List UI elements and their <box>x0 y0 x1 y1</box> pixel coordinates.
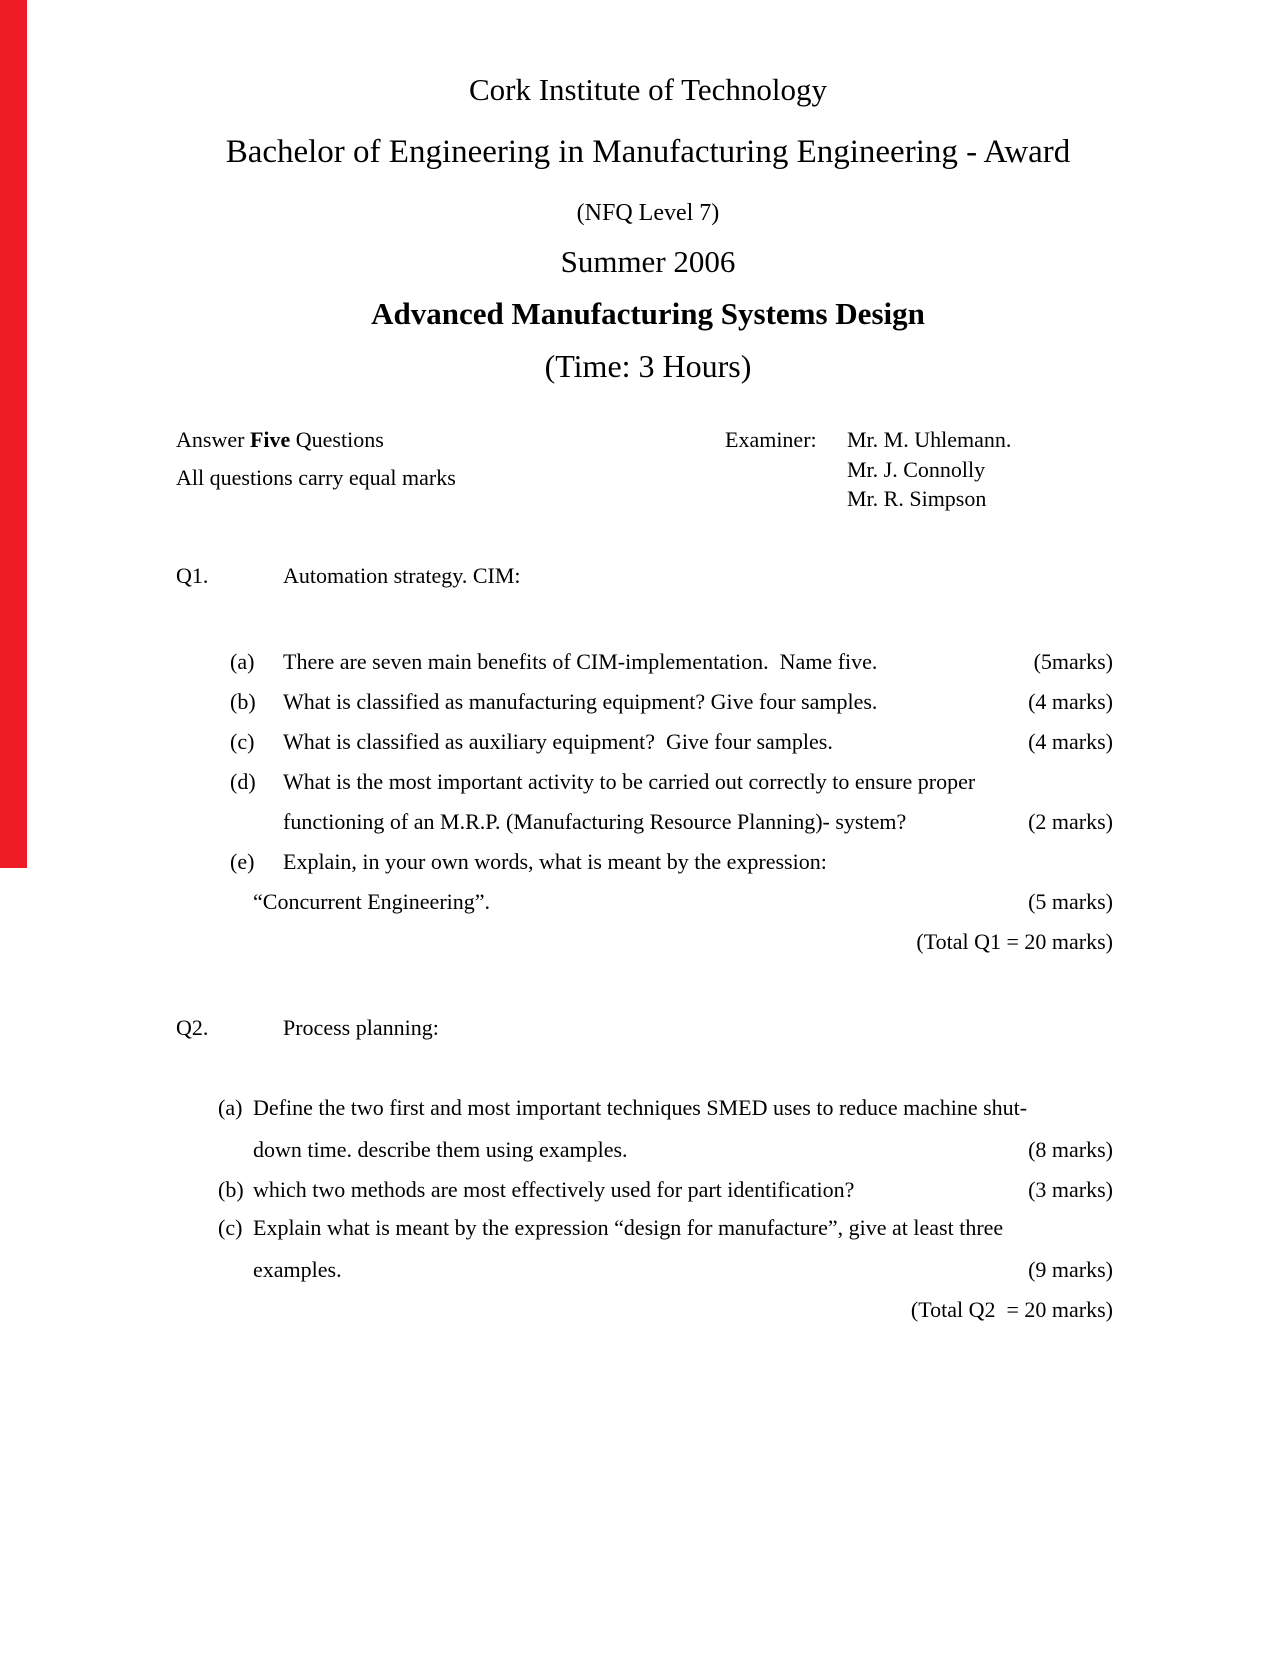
q2-item-c-line1 <box>0 1214 1280 1242</box>
q1-item-e-marks: (5 marks) <box>1028 889 1113 914</box>
q1-item-b <box>0 688 1280 716</box>
time-allowed: (Time: 3 Hours) <box>544 348 752 384</box>
q2-item-b-marks: (3 marks) <box>1028 1177 1113 1202</box>
answer-instruction <box>0 426 1280 454</box>
q2-item-b-text: which two methods are most effectively used for part identification? <box>253 1177 855 1202</box>
answer-instruction-text: Answer Five Questions <box>176 427 384 452</box>
q1-item-e-label: (e) <box>230 849 255 874</box>
q1-item-e-line1 <box>0 848 1280 876</box>
examiner-name-3: Mr. R. Simpson <box>847 486 987 511</box>
q1-item-d-line1 <box>0 768 1280 796</box>
q2-item-a-text2: down time. describe them using examples. <box>253 1137 628 1162</box>
q1-item-c-marks: (4 marks) <box>1028 729 1113 754</box>
q1-item-d-label: (d) <box>230 769 256 794</box>
q2-heading <box>0 1014 1280 1042</box>
q2-title: Process planning: <box>283 1015 439 1040</box>
q1-item-d-text1: What is the most important activity to be carried out correctly to ensure proper <box>283 769 976 794</box>
q1-item-a-label: (a) <box>230 649 255 674</box>
q1-item-b-label: (b) <box>230 689 256 714</box>
examiner-label: Examiner: <box>725 427 817 452</box>
q2-item-c-marks: (9 marks) <box>1028 1257 1113 1282</box>
q1-item-c-label: (c) <box>230 729 255 754</box>
examiner-name-2: Mr. J. Connolly <box>847 457 986 482</box>
q1-item-c-text: What is classified as auxiliary equipment? Give four samples. <box>283 729 833 754</box>
q2-item-a-label: (a) <box>218 1095 243 1120</box>
q1-item-a-marks: (5marks) <box>1033 649 1113 674</box>
q2-item-c-label: (c) <box>218 1215 243 1240</box>
q1-item-a <box>0 648 1280 676</box>
q1-item-e-line2 <box>0 888 1280 916</box>
equal-marks-text: All questions carry equal marks <box>176 465 456 490</box>
q1-item-b-text: What is classified as manufacturing equipment? Give four samples. <box>283 689 878 714</box>
institution-title: Cork Institute of Technology <box>468 72 827 107</box>
q2-item-c-text2: examples. <box>253 1257 342 1282</box>
q1-title: Automation strategy. CIM: <box>283 563 521 588</box>
examiner-name-1: Mr. M. Uhlemann. <box>847 427 1012 452</box>
q2-item-a-line2 <box>0 1136 1280 1164</box>
q1-item-d-line2 <box>0 808 1280 836</box>
q1-item-b-marks: (4 marks) <box>1028 689 1113 714</box>
q1-heading <box>0 562 1280 590</box>
q2-item-c-text1: Explain what is meant by the expression “design for manufacture”, give at least three <box>253 1215 1004 1240</box>
exam-session: Summer 2006 <box>560 244 736 279</box>
q1-item-d-text2: functioning of an M.R.P. (Manufacturing Resource Planning)- system? <box>283 809 907 834</box>
q1-item-d-marks: (2 marks) <box>1028 809 1113 834</box>
q1-total-text: (Total Q1 = 20 marks) <box>916 929 1113 954</box>
q2-item-c-line2 <box>0 1256 1280 1284</box>
subject-title: Advanced Manufacturing Systems Design <box>371 296 925 331</box>
q2-item-a-line1 <box>0 1094 1280 1122</box>
q2-number: Q2. <box>176 1015 209 1040</box>
q1-total <box>0 928 1280 956</box>
q2-item-b <box>0 1176 1280 1204</box>
q1-item-e-text2: “Concurrent Engineering”. <box>253 889 491 914</box>
q1-number: Q1. <box>176 563 209 588</box>
q2-total-text: (Total Q2 = 20 marks) <box>910 1297 1113 1322</box>
programme-title: Bachelor of Engineering in Manufacturing Engineering - Award <box>225 134 1071 170</box>
q1-item-e-text1: Explain, in your own words, what is meant by the expression: <box>283 849 827 874</box>
q2-total <box>0 1296 1280 1324</box>
nfq-level: (NFQ Level 7) <box>576 200 720 226</box>
q2-item-a-text1: Define the two first and most important techniques SMED uses to reduce machine shut- <box>253 1095 1028 1120</box>
q1-item-c <box>0 728 1280 756</box>
q1-item-a-text: There are seven main benefits of CIM-implementation. Name five. <box>283 649 878 674</box>
examiner-row-3 <box>0 485 1280 513</box>
q2-item-a-marks: (8 marks) <box>1028 1137 1113 1162</box>
q2-item-b-label: (b) <box>218 1177 244 1202</box>
